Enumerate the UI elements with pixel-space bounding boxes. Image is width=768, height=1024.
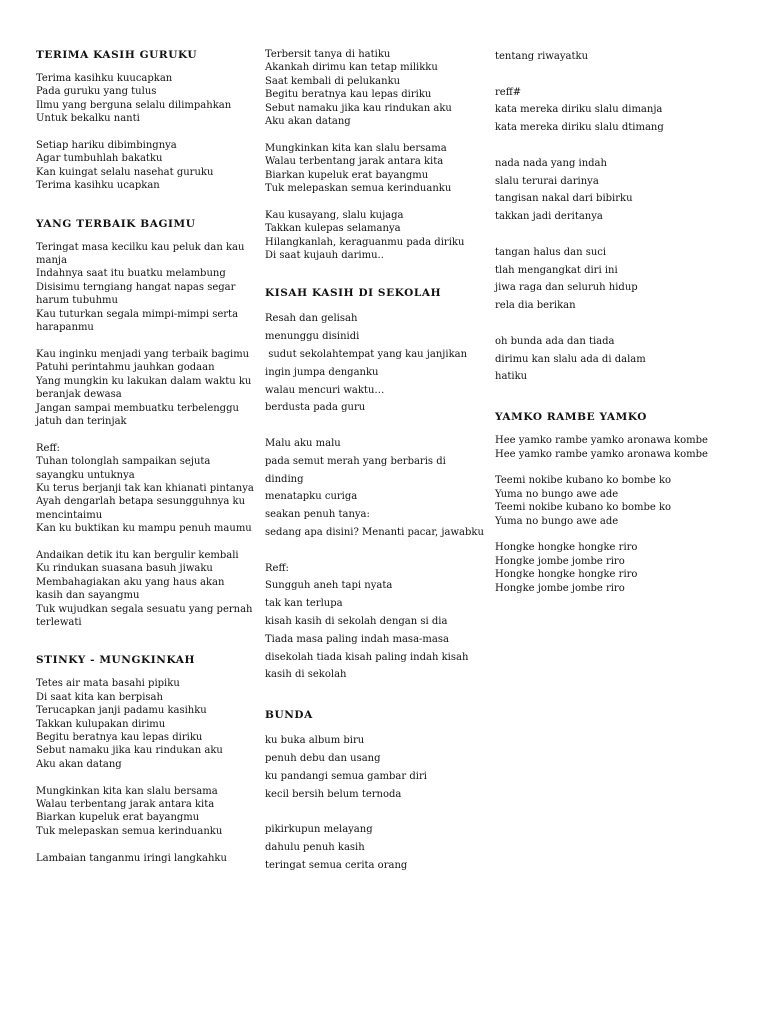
lyric-line: pikirkupun melayang (265, 824, 373, 836)
lyric-line (265, 195, 487, 208)
lyric-line: Biarkan kupeluk erat bayangmu (265, 169, 429, 181)
lyric-line: tlah mengangkat diri ini (495, 264, 618, 276)
lyric-line: Reff: (36, 442, 60, 454)
column-1 (36, 48, 254, 865)
lyric-line: Agar tumbuhlah bakatku (36, 153, 163, 165)
song-bunda (265, 708, 487, 874)
song-yang-terbaik-bagimu (36, 217, 254, 630)
lyric-line: Akankah dirimu kan tetap milikku (265, 62, 438, 74)
lyrics (36, 677, 254, 865)
lyric-line (36, 334, 254, 347)
lyric-line: Aku akan datang (265, 116, 351, 128)
lyric-line: Teemi nokibe kubano ko bombe ko (495, 502, 672, 514)
lyric-line: Sebut namaku jika kau rindukan aku (265, 102, 452, 114)
lyric-line (495, 226, 725, 244)
lyric-line: Saat kembali di pelukanku (265, 75, 401, 87)
lyric-line: hatiku (495, 371, 528, 383)
lyric-line: Hee yamko rambe yamko aronawa kombe (495, 448, 708, 460)
song-yamko-rambe-yamko (495, 410, 725, 595)
lyric-line: Patuhi perintahmu jauhkan godaan (36, 362, 215, 374)
lyric-line: Begitu beratnya kau lepas diriku (36, 732, 203, 743)
lyric-line: kisah kasih di sekolah dengan si dia (265, 616, 448, 628)
lyric-line: Disisimu terngiang hangat napas segar harum tubuhmu (36, 281, 239, 307)
lyric-line: Yang mungkin ku lakukan dalam waktu ku beranjak dewasa (36, 375, 255, 401)
lyric-line (36, 771, 254, 784)
lyric-line: teringat semua cerita orang (265, 859, 408, 871)
lyric-line: Mungkinkan kita kan slalu bersama (36, 785, 218, 797)
lyric-line (36, 126, 254, 139)
lyric-line: tangisan nakal dari bibirku (495, 193, 633, 205)
lyric-line: jiwa raga dan seluruh hidup (495, 282, 638, 294)
lyric-line: Hilangkanlah, keraguanmu pada diriku (265, 236, 465, 248)
lyric-line: Hongke jombe jombe riro (495, 582, 625, 594)
lyric-line: Ku terus berjanji tak kan khianati pintanya (36, 482, 254, 494)
lyric-line: Takkan kulupakan dirimu (36, 718, 166, 730)
column-3 (495, 48, 725, 595)
lyric-line: slalu terurai darinya (495, 175, 599, 187)
song-title: YANG TERBAIK BAGIMU (36, 217, 196, 230)
lyric-line (265, 417, 487, 435)
lyric-line: tentang riwayatku (495, 51, 589, 62)
lyric-line: walau mencuri waktu… (265, 384, 385, 396)
lyric-line: Pada guruku yang tulus (36, 86, 157, 98)
lyric-line: menunggu disinidi (265, 331, 360, 343)
lyric-line (495, 315, 725, 333)
lyric-line (36, 536, 254, 549)
lyrics (495, 48, 725, 386)
lyric-line: Membahagiakan aku yang haus akan kasih dan sayangmu (36, 576, 228, 602)
lyrics (265, 310, 487, 684)
lyric-line: Walau terbentang jarak antara kita (36, 799, 215, 811)
song-stinky-mungkinkah (36, 653, 254, 865)
lyric-line: Sungguh aneh tapi nyata (265, 580, 393, 592)
song-bunda-continued (495, 48, 725, 386)
lyric-line: Terima kasihku ucapkan (36, 180, 160, 192)
lyric-line: kecil bersih belum ternoda (265, 788, 402, 800)
lyric-line: Hee yamko rambe yamko aronawa kombe (495, 435, 708, 447)
song-title: TERIMA KASIH GURUKU (36, 49, 198, 61)
lyric-line: Terima kasihku kuucapkan (36, 73, 173, 84)
lyric-line (495, 528, 725, 541)
lyric-line: Mungkinkan kita kan slalu bersama (265, 142, 447, 154)
lyric-line: Terucapkan janji padamu kasihku (36, 705, 207, 717)
lyric-line: Kan kuingat selalu nasehat guruku (36, 166, 214, 178)
song-title: YAMKO RAMBE YAMKO (495, 411, 648, 424)
lyric-line: Di saat kujauh darimu.. (265, 250, 384, 262)
lyric-line: Yuma no bungo awe ade (495, 515, 619, 527)
lyric-line: ingin jumpa denganku (265, 366, 379, 378)
lyric-line: penuh debu dan usang (265, 753, 381, 764)
lyric-line: seakan penuh tanya: (265, 509, 370, 521)
lyric-line: dahulu penuh kasih (265, 841, 365, 853)
lyric-line: Indahnya saat itu buatku melambung (36, 268, 226, 280)
lyric-line (495, 66, 725, 84)
lyric-line (36, 428, 254, 441)
lyric-line: Kau inginku menjadi yang terbaik bagimu (36, 348, 250, 360)
lyric-line: Hongke hongke hongke riro (495, 542, 638, 554)
lyric-line: Tuk melepaskan semua kerinduanku (36, 825, 223, 837)
lyric-line: tak kan terlupa (265, 598, 343, 610)
song-title: BUNDA (265, 709, 313, 722)
lyrics (265, 48, 487, 262)
lyric-line: Reff: (265, 562, 289, 574)
lyric-line: Di saat kita kan berpisah (36, 691, 163, 703)
lyric-line: Hongke jombe jombe riro (495, 555, 625, 567)
lyric-line: ku buka album biru (265, 735, 365, 747)
lyric-line: Jangan sampai membuatku terbelenggu jatuh dan terinjak (36, 402, 243, 427)
lyric-line: Ku rindukan suasana basuh jiwaku (36, 563, 213, 575)
lyric-line: kata mereka diriku slalu dtimang (495, 122, 664, 134)
song-stinky-mungkinkah-continued (265, 48, 487, 262)
lyric-line: Biarkan kupeluk erat bayangmu (36, 812, 200, 824)
lyric-line (495, 137, 725, 155)
lyric-line: sedang apa disini? Menanti pacar, jawabku (265, 527, 484, 539)
lyric-line: Tetes air mata basahi pipiku (36, 678, 180, 690)
lyric-line (265, 542, 487, 560)
lyric-line: Tuk wujudkan segala sesuatu yang pernah terlewati (36, 603, 256, 628)
lyrics (265, 732, 487, 874)
lyric-line: Tiada masa paling indah masa-masa (265, 633, 449, 645)
lyric-line: kasih di sekolah (265, 669, 347, 681)
lyric-line: Begitu beratnya kau lepas diriku (265, 89, 432, 101)
lyric-line: Resah dan gelisah (265, 313, 358, 325)
song-title: KISAH KASIH DI SEKOLAH (265, 287, 442, 300)
lyric-line: Malu aku malu (265, 438, 341, 450)
lyric-line: Tuhan tolonglah sampaikan sejuta sayangku untuknya (36, 456, 214, 481)
lyric-line: Sebut namaku jika kau rindukan aku (36, 745, 223, 757)
column-2 (265, 48, 487, 875)
lyric-line: Yuma no bungo awe ade (495, 488, 619, 500)
lyric-line: dirimu kan slalu ada di dalam (495, 353, 646, 365)
lyric-line: Teringat masa kecilku kau peluk dan kau manja (36, 241, 248, 267)
lyrics (36, 72, 254, 193)
lyric-line (36, 838, 254, 851)
lyric-line: takkan jadi deritanya (495, 211, 603, 223)
lyric-line: berdusta pada guru (265, 402, 366, 414)
lyric-line: Lambaian tanganmu iringi langkahku (36, 852, 227, 864)
lyric-line: reff# (495, 86, 522, 98)
lyric-line: pada semut merah yang berbaris di dinding (265, 455, 450, 485)
lyric-line (265, 803, 487, 821)
lyric-line: Terbersit tanya di hatiku (265, 49, 391, 60)
lyric-line: Ilmu yang berguna selalu dilimpahkan (36, 99, 232, 111)
lyric-line: menatapku curiga (265, 491, 358, 503)
song-terima-kasih-guruku (36, 48, 254, 193)
lyric-line: Ayah dengarlah betapa sesungguhnya ku mencintaimu (36, 496, 249, 521)
lyric-line: oh bunda ada dan tiada (495, 335, 615, 347)
lyric-line: Andaikan detik itu kan bergulir kembali (36, 549, 239, 561)
lyric-line: rela dia berikan (495, 300, 576, 312)
lyric-line: Aku akan datang (36, 758, 122, 770)
song-title: STINKY - MUNGKINKAH (36, 654, 196, 667)
lyric-line (265, 128, 487, 141)
lyric-line: disekolah tiada kisah paling indah kisah (265, 651, 469, 663)
lyric-line: kata mereka diriku slalu dimanja (495, 104, 663, 116)
lyric-line: Teemi nokibe kubano ko bombe ko (495, 475, 672, 487)
lyric-line: Kau tuturkan segala mimpi-mimpi serta harapanmu (36, 308, 242, 334)
lyric-line: Takkan kulepas selamanya (265, 223, 401, 235)
lyric-line: sudut sekolahtempat yang kau janjikan (265, 349, 468, 361)
lyric-line: tangan halus dan suci (495, 246, 607, 258)
lyric-line: ku pandangi semua gambar diri (265, 770, 427, 782)
lyric-line (495, 461, 725, 474)
lyric-line: Kan ku buktikan ku mampu penuh maumu (36, 523, 252, 535)
lyric-line: Hongke hongke hongke riro (495, 569, 638, 581)
lyric-line: Setiap hariku dibimbingnya (36, 140, 177, 152)
lyrics (36, 241, 254, 630)
lyrics (495, 434, 725, 595)
lyric-line: Untuk bekalku nanti (36, 113, 140, 125)
lyric-line: Tuk melepaskan semua kerinduanku (265, 183, 452, 195)
song-kisah-kasih-di-sekolah (265, 286, 487, 684)
lyric-line: Kau kusayang, slalu kujaga (265, 209, 404, 221)
lyric-line: Walau terbentang jarak antara kita (265, 156, 444, 168)
lyric-line: nada nada yang indah (495, 157, 607, 169)
